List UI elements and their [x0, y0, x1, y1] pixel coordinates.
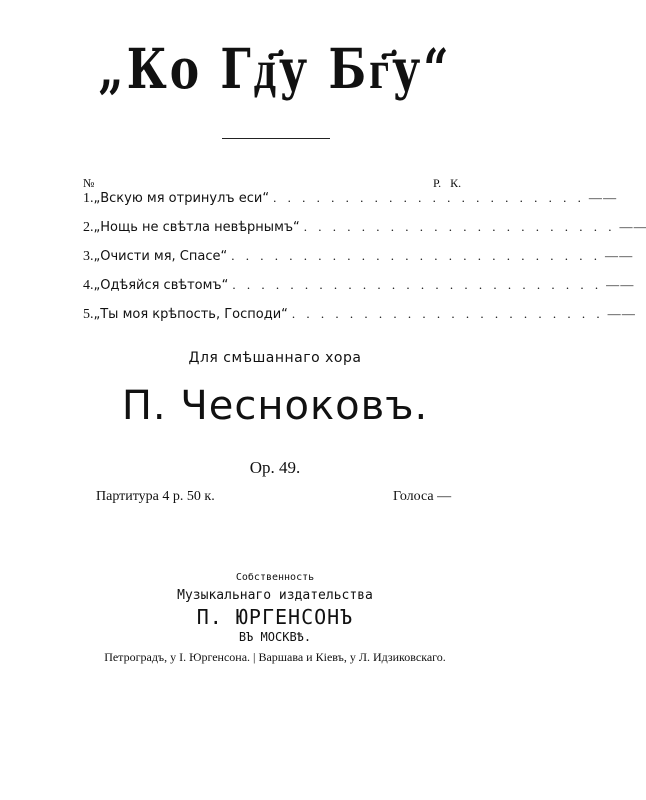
contents-item — [83, 277, 633, 306]
property-label: Собственность — [235, 572, 315, 583]
item-title: „Ты моя крѣпость, Господи“ — [93, 307, 288, 322]
item-leader-dots: . . . . . . . . . . . . . . . . . . . . . . . . . . — [231, 248, 601, 263]
contents-item — [83, 219, 646, 248]
item-number: 5. — [83, 307, 94, 322]
item-leader-dots: . . . . . . . . . . . . . . . . . . . . . . — [291, 306, 604, 321]
contents-item — [83, 306, 634, 335]
item-number: 1. — [83, 191, 94, 206]
item-number: 3. — [83, 249, 94, 264]
number-column-header: № — [83, 176, 95, 190]
publisher-city: ВЪ МОСКВѢ. — [238, 630, 312, 644]
item-leader-dots: . . . . . . . . . . . . . . . . . . . . . . — [303, 219, 616, 234]
ensemble-note: Для смѣшаннаго хора — [188, 350, 362, 366]
title-divider — [222, 138, 330, 139]
item-number: 4. — [83, 278, 94, 293]
item-price: — — — [619, 219, 646, 234]
opus-number: Ор. 49. — [249, 458, 301, 477]
publisher-line: Музыкальнаго издательства — [177, 588, 373, 603]
item-number: 2. — [83, 220, 94, 235]
item-title: „Одѣяйся свѣтомъ“ — [93, 278, 229, 293]
voices-price: Голоса — — [393, 489, 452, 504]
item-price: — — — [604, 248, 632, 263]
item-price: — — — [606, 277, 633, 292]
item-leader-dots: . . . . . . . . . . . . . . . . . . . . . . . . . . — [232, 277, 603, 292]
item-title: „Нощь не свѣтла невѣрнымъ“ — [93, 220, 300, 235]
item-title: „Очисти мя, Спасе“ — [93, 249, 228, 264]
contents-list — [83, 190, 646, 335]
price-column-header: Р. К. — [433, 176, 462, 190]
work-title: „Ко Гд҃҃у Бг҃у“ — [98, 38, 452, 102]
item-price: — — — [607, 306, 634, 321]
item-leader-dots: . . . . . . . . . . . . . . . . . . . . . . — [273, 190, 585, 205]
publisher-name: П. ЮРГЕНСОНЪ — [196, 605, 354, 629]
contents-item — [83, 248, 632, 277]
score-price: Партитура 4 р. 50 к. — [96, 489, 215, 504]
item-price: — — — [588, 190, 616, 205]
publisher-branches: Петроградъ, у І. Юргенсона. | Варшава и Кіевъ, у Л. Идзиковскаго. — [104, 650, 446, 664]
composer-name: П. Чесноковъ. — [121, 383, 429, 429]
contents-item — [83, 190, 616, 219]
item-title: „Вскую мя отринулъ еси“ — [93, 191, 270, 206]
